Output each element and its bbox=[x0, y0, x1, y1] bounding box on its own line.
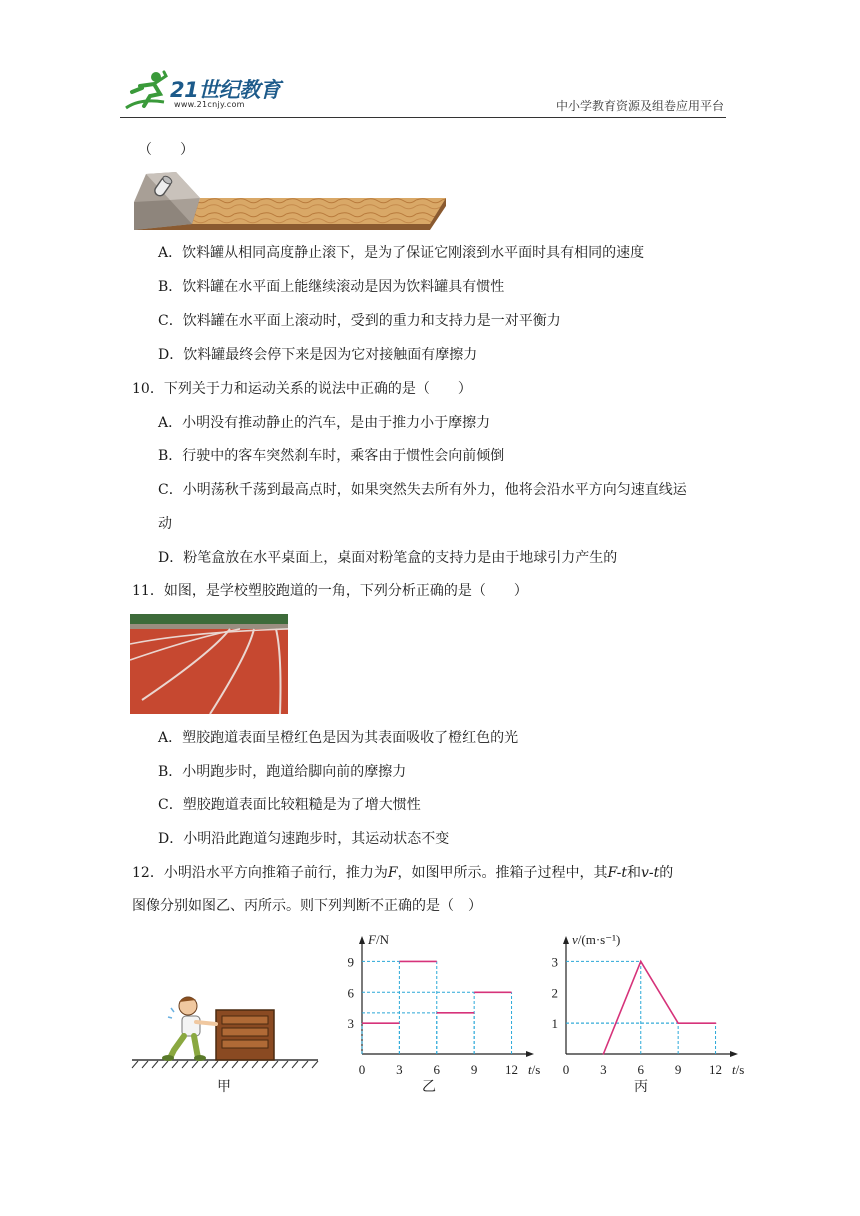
q12-var-vt: v-t bbox=[641, 865, 660, 881]
force-chart-x-tick-label: 0 bbox=[358, 1062, 366, 1077]
q9-option-c: C．饮料罐在水平面上滚动时，受到的重力和支持力是一对平衡力 bbox=[158, 313, 561, 329]
q10-stem: 10．下列关于力和运动关系的说法中正确的是（ ） bbox=[132, 381, 472, 397]
velocity-chart-x-arrow-icon bbox=[730, 1051, 738, 1057]
velocity-chart-data-point bbox=[603, 1053, 605, 1055]
logo-text: 21世纪教育 bbox=[170, 78, 281, 102]
velocity-chart-xlabel-var: t bbox=[732, 1062, 736, 1077]
force-chart-ylabel-unit: /N bbox=[375, 932, 389, 947]
force-chart-xlabel bbox=[528, 1062, 540, 1077]
q11-option-c: C．塑胶跑道表面比较粗糙是为了增大惯性 bbox=[158, 797, 421, 813]
platform-name: 中小学教育资源及组卷应用平台 bbox=[555, 99, 724, 113]
caption-bing: 丙 bbox=[634, 1079, 648, 1095]
caption-yi: 乙 bbox=[422, 1079, 436, 1095]
q12-var-ft: F-t bbox=[607, 865, 627, 881]
q11-option-b: B．小明跑步时，跑道给脚向前的摩擦力 bbox=[158, 764, 407, 780]
force-chart-x-tick-label: 6 bbox=[433, 1062, 441, 1077]
q12-stem-d: 的 bbox=[659, 865, 674, 881]
velocity-chart-data-point bbox=[640, 961, 642, 963]
velocity-chart-y-tick-label: 2 bbox=[551, 985, 558, 1001]
running-track-photo bbox=[130, 614, 288, 714]
force-chart-x-tick-label: 12 bbox=[505, 1062, 519, 1077]
force-chart-y-arrow-icon bbox=[359, 936, 365, 944]
force-chart-y-tick-label: 3 bbox=[347, 1016, 354, 1032]
force-chart-x-tick-label: 9 bbox=[470, 1062, 478, 1077]
q12-stem-a: 12．小明沿水平方向推箱子前行，推力为 bbox=[132, 865, 388, 881]
q9-stem-tail: （ ） bbox=[138, 142, 194, 158]
q10-option-b: B．行驶中的客车突然刹车时，乘客由于惯性会向前倾倒 bbox=[158, 448, 505, 464]
velocity-chart-x-tick-label: 3 bbox=[600, 1062, 607, 1077]
q9-option-d: D．饮料罐最终会停下来是因为它对接触面有摩擦力 bbox=[158, 347, 478, 363]
force-chart-x-tick-label: 3 bbox=[396, 1062, 403, 1077]
force-chart-x-arrow-icon bbox=[526, 1051, 534, 1057]
q12-stem bbox=[132, 863, 673, 883]
q11-option-a: A．塑胶跑道表面呈橙红色是因为其表面吸收了橙红色的光 bbox=[158, 730, 519, 746]
q11-stem: 11．如图，是学校塑胶跑道的一角，下列分析正确的是（ ） bbox=[132, 583, 528, 599]
boy-pushing-box-figure bbox=[130, 990, 320, 1072]
velocity-chart-x-tick-label: 6 bbox=[637, 1062, 645, 1077]
velocity-chart-y-tick-label: 1 bbox=[551, 1016, 558, 1032]
logo-url: www.21cnjy.com bbox=[174, 100, 245, 109]
q12-stem-b: ，如图甲所示。推箱子过程中，其 bbox=[397, 865, 608, 881]
velocity-chart-data-point bbox=[715, 1022, 717, 1024]
q10-option-d: D．粉笔盒放在水平桌面上，桌面对粉笔盒的支持力是由于地球引力产生的 bbox=[158, 550, 618, 566]
velocity-chart-x-tick-label: 9 bbox=[674, 1062, 682, 1077]
q11-option-d: D．小明沿此跑道匀速跑步时，其运动状态不变 bbox=[158, 831, 450, 847]
velocity-chart-y-tick-label: 3 bbox=[551, 954, 558, 970]
q12-stem-c: 和 bbox=[627, 865, 641, 881]
velocity-chart-x-tick-label: 0 bbox=[562, 1062, 570, 1077]
ramp-figure bbox=[130, 168, 450, 236]
velocity-chart-y-arrow-icon bbox=[563, 936, 569, 944]
force-chart-ylabel-var: F bbox=[368, 932, 376, 947]
q10-option-c-cont: 动 bbox=[158, 516, 172, 532]
force-chart-xlabel-var: t bbox=[528, 1062, 532, 1077]
velocity-chart-xlabel bbox=[732, 1062, 744, 1077]
q9-option-b: B．饮料罐在水平面上能继续滚动是因为饮料罐具有惯性 bbox=[158, 279, 505, 295]
velocity-chart-ylabel-var: v bbox=[572, 932, 578, 947]
force-time-chart bbox=[342, 930, 541, 1078]
velocity-chart-data-point bbox=[677, 1022, 679, 1024]
velocity-time-chart bbox=[546, 930, 745, 1078]
page-header bbox=[120, 68, 726, 118]
force-chart-xlabel-unit: /s bbox=[531, 1062, 541, 1077]
q10-option-c: C．小明荡秋千荡到最高点时，如果突然失去所有外力，他将会沿水平方向匀速直线运 bbox=[158, 482, 687, 498]
velocity-chart-x-tick-label: 12 bbox=[709, 1062, 723, 1077]
force-chart-y-tick-label: 9 bbox=[347, 954, 354, 970]
q12-var-f: F bbox=[387, 865, 398, 881]
force-chart-y-tick-label: 6 bbox=[347, 985, 354, 1001]
velocity-chart-ylabel bbox=[572, 932, 620, 947]
q12-stem-line2: 图像分别如图乙、丙所示。则下列判断不正确的是（ ） bbox=[132, 898, 482, 914]
velocity-chart-xlabel-unit: /s bbox=[735, 1062, 745, 1077]
q9-option-a: A．饮料罐从相同高度静止滚下，是为了保证它刚滚到水平面时具有相同的速度 bbox=[158, 245, 645, 261]
velocity-chart-data-line bbox=[603, 961, 715, 1054]
caption-jia: 甲 bbox=[217, 1079, 231, 1095]
q10-option-a: A．小明没有推动静止的汽车，是由于推力小于摩擦力 bbox=[158, 415, 491, 431]
velocity-chart-ylabel-unit: /(m·s⁻¹) bbox=[577, 932, 621, 947]
force-chart-ylabel bbox=[367, 932, 390, 947]
